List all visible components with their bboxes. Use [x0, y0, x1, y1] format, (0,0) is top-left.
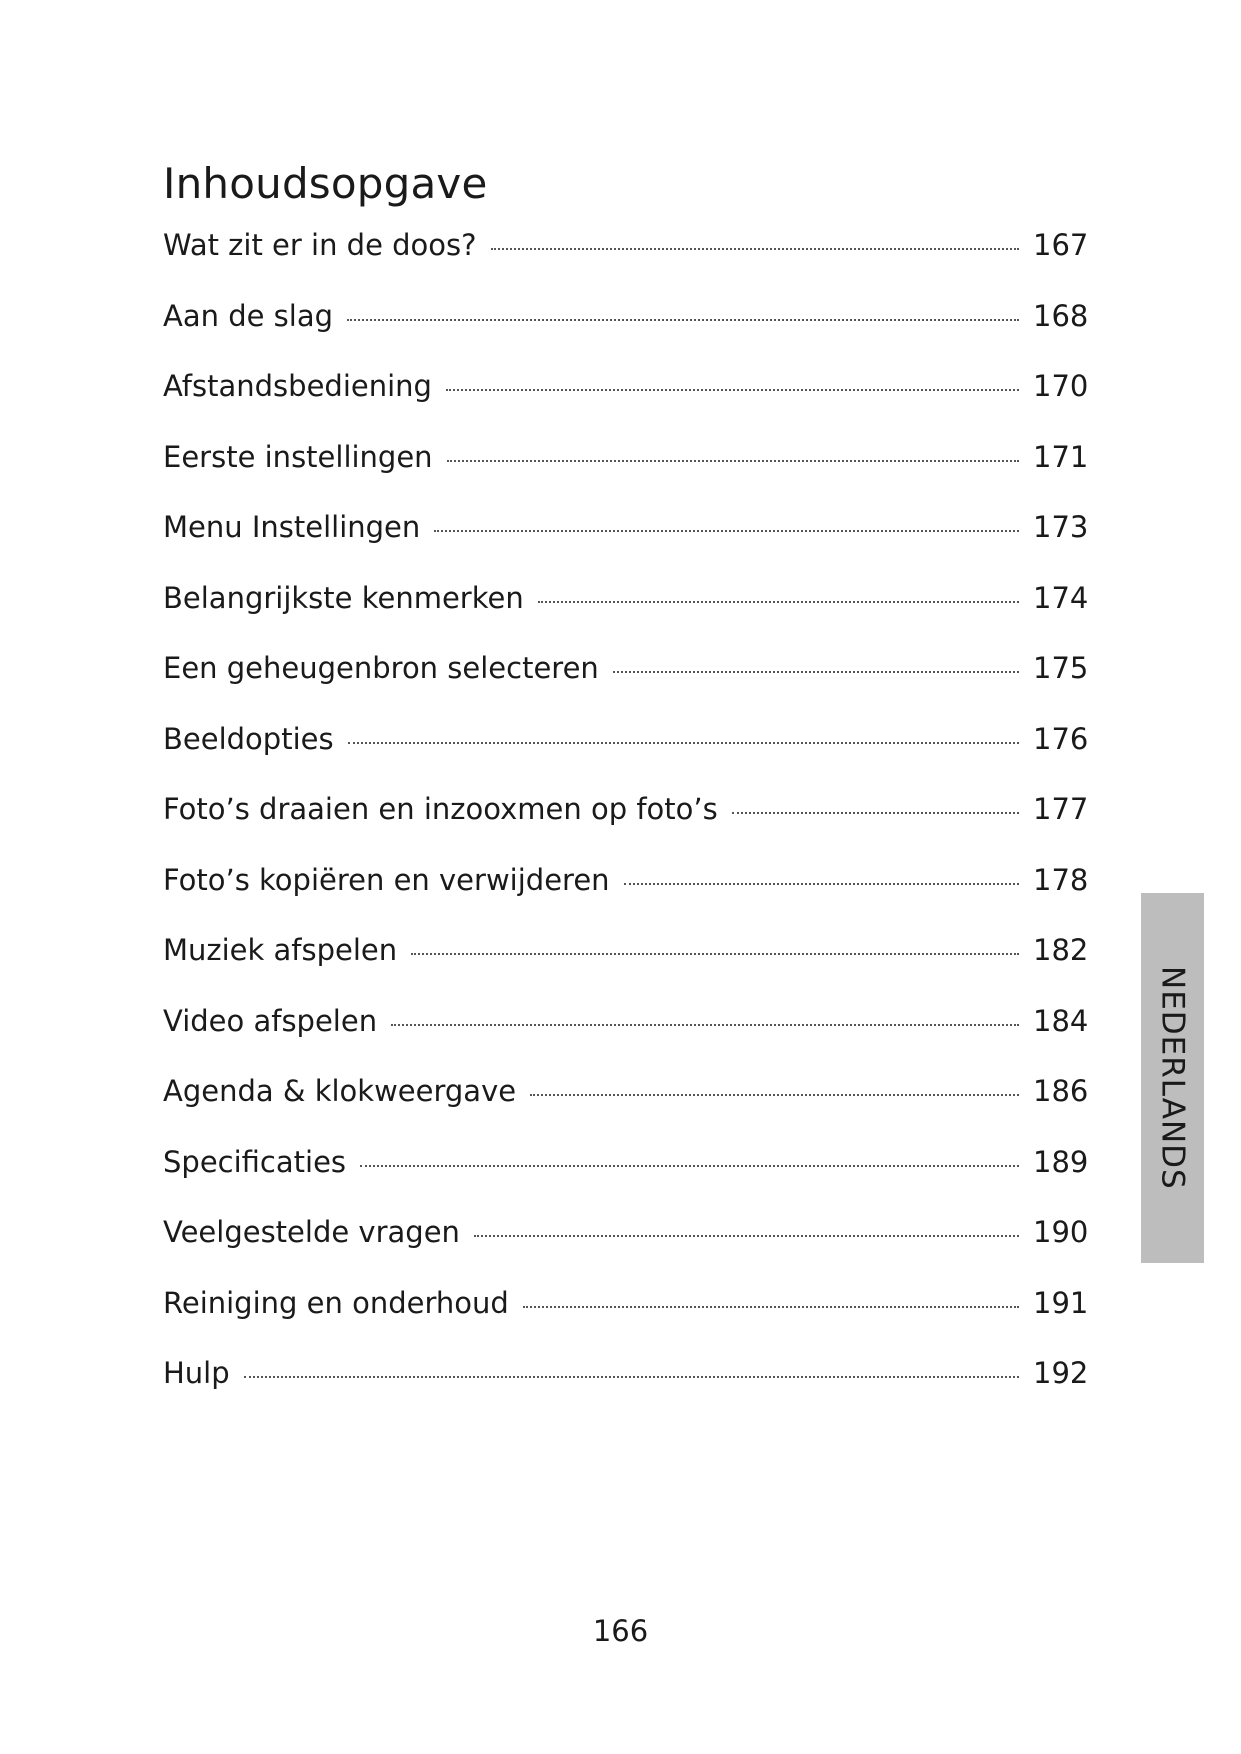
toc-entry-page: 176 [1033, 721, 1089, 756]
toc-entry-title: Video afspelen [163, 1003, 378, 1038]
language-tab-label: NEDERLANDS [1154, 966, 1191, 1190]
toc-entry-page: 168 [1033, 298, 1089, 333]
toc-entry-title: Hulp [163, 1356, 230, 1390]
dot-leader [474, 1235, 1019, 1237]
toc-entry[interactable] [163, 1003, 1089, 1075]
toc-entry[interactable] [163, 1356, 1089, 1427]
toc-entry[interactable] [163, 651, 1089, 722]
toc-entry-page: 177 [1033, 792, 1089, 826]
toc-entry[interactable] [163, 1074, 1089, 1145]
toc-entry-page: 173 [1033, 510, 1089, 544]
table-of-contents [163, 228, 1089, 1427]
toc-entry-page: 178 [1033, 862, 1089, 897]
toc-entry[interactable] [163, 1215, 1089, 1286]
toc-entry[interactable] [163, 862, 1089, 934]
dot-leader [523, 1306, 1019, 1308]
toc-entry[interactable] [163, 933, 1089, 1004]
toc-entry-title: Foto’s kopiëren en verwijderen [163, 862, 610, 897]
dot-leader [613, 671, 1019, 673]
toc-entry-page: 184 [1033, 1003, 1089, 1038]
dot-leader [434, 530, 1019, 532]
toc-entry-title: Agenda & klokweergave [163, 1074, 517, 1108]
dot-leader [411, 953, 1019, 955]
dot-leader [348, 742, 1019, 744]
toc-entry-page: 192 [1033, 1356, 1089, 1390]
toc-entry-title: Muziek afspelen [163, 933, 398, 967]
dot-leader [347, 319, 1019, 321]
toc-entry[interactable] [163, 298, 1089, 370]
toc-entry-page: 190 [1033, 1215, 1089, 1249]
toc-entry-title: Beeldopties [163, 721, 334, 756]
dot-leader [446, 389, 1019, 391]
dot-leader [538, 601, 1019, 603]
dot-leader [244, 1376, 1019, 1378]
toc-entry-title: Specificaties [163, 1144, 347, 1179]
toc-entry[interactable] [163, 369, 1089, 440]
toc-entry-page: 191 [1033, 1285, 1089, 1320]
dot-leader [360, 1165, 1019, 1167]
toc-entry-page: 186 [1033, 1074, 1089, 1108]
dot-leader [391, 1024, 1019, 1026]
dot-leader [530, 1094, 1019, 1096]
toc-entry[interactable] [163, 228, 1089, 299]
page-number: 166 [592, 1614, 649, 1648]
toc-entry-title: Afstandsbediening [163, 369, 432, 403]
toc-entry-title: Veelgestelde vragen [163, 1215, 460, 1249]
toc-entry-title: Wat zit er in de doos? [163, 228, 477, 262]
toc-entry-title: Een geheugenbron selecteren [163, 651, 599, 685]
dot-leader [491, 248, 1019, 250]
toc-entry-page: 167 [1033, 228, 1089, 262]
toc-entry-title: Belangrijkste kenmerken [163, 580, 524, 615]
toc-entry-title: Reiniging en onderhoud [163, 1285, 509, 1320]
toc-entry[interactable] [163, 1144, 1089, 1216]
toc-entry-title: Aan de slag [163, 298, 334, 333]
toc-entry[interactable] [163, 792, 1089, 863]
dot-leader [732, 812, 1019, 814]
toc-entry[interactable] [163, 580, 1089, 652]
toc-entry[interactable] [163, 510, 1089, 581]
toc-entry-title: Menu Instellingen [163, 510, 421, 544]
toc-entry-title: Eerste instellingen [163, 439, 433, 474]
toc-entry-page: 182 [1033, 933, 1089, 967]
toc-entry-page: 170 [1033, 369, 1089, 403]
toc-entry-title: Foto’s draaien en inzooxmen op foto’s [163, 792, 718, 826]
toc-entry-page: 174 [1033, 580, 1089, 615]
dot-leader [624, 883, 1019, 885]
toc-entry[interactable] [163, 1285, 1089, 1357]
toc-entry-page: 175 [1033, 651, 1089, 685]
toc-entry-page: 189 [1033, 1144, 1089, 1179]
page-title: Inhoudsopgave [163, 159, 488, 208]
toc-entry-page: 171 [1033, 439, 1089, 474]
toc-entry[interactable] [163, 721, 1089, 793]
toc-entry[interactable] [163, 439, 1089, 511]
dot-leader [447, 460, 1019, 462]
language-tab [1141, 893, 1204, 1263]
